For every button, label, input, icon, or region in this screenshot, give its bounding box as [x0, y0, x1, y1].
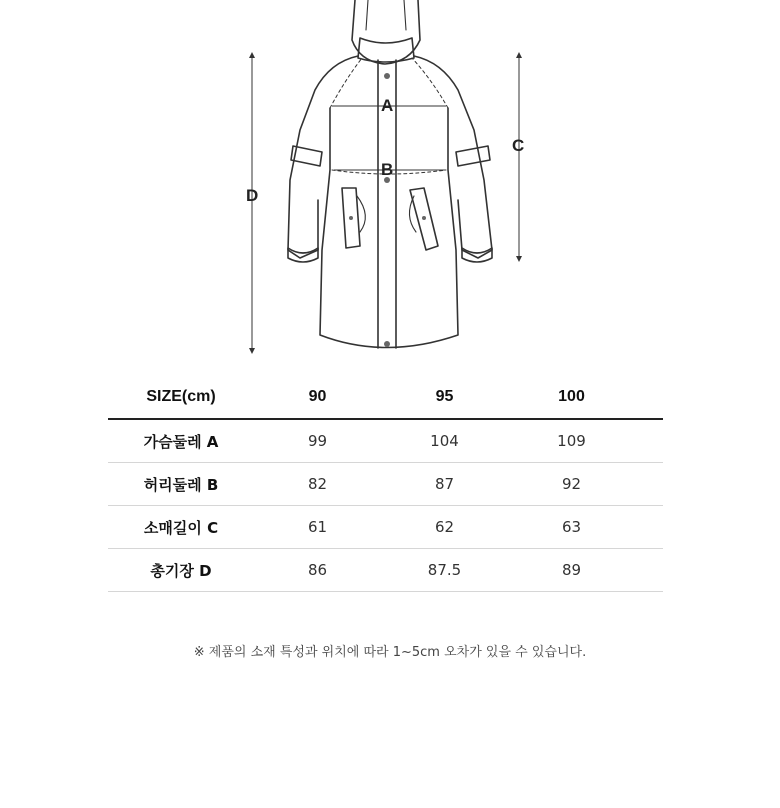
size-table — [108, 376, 663, 592]
header-size: SIZE(cm) — [108, 376, 254, 419]
table-cell: 62 — [381, 506, 508, 549]
dimension-a-label: A — [381, 96, 394, 115]
table-cell: 61 — [254, 506, 381, 549]
table-spacer — [635, 463, 663, 506]
table-cell: 89 — [508, 549, 635, 592]
coat-illustration — [0, 0, 780, 360]
header-size-100: 100 — [508, 376, 635, 419]
table-cell: 109 — [508, 419, 635, 463]
row-label: 가슴둘레 A — [108, 419, 254, 463]
table-cell: 99 — [254, 419, 381, 463]
table-cell: 63 — [508, 506, 635, 549]
row-label: 허리둘레 B — [108, 463, 254, 506]
table-spacer — [635, 506, 663, 549]
size-disclaimer-note: ※ 제품의 소재 특성과 위치에 따라 1~5cm 오차가 있을 수 있습니다. — [193, 645, 587, 660]
table-cell: 86 — [254, 549, 381, 592]
dimension-c-label: C — [512, 136, 525, 155]
header-size-90: 90 — [254, 376, 381, 419]
table-cell: 92 — [508, 463, 635, 506]
header-spacer — [635, 376, 663, 419]
table-spacer — [635, 549, 663, 592]
coat-measurement-diagram — [0, 0, 780, 360]
table-row — [108, 419, 663, 463]
table-cell: 87 — [381, 463, 508, 506]
table-spacer — [635, 419, 663, 463]
dimension-b-label: B — [381, 160, 394, 179]
table-header-row — [108, 376, 663, 419]
table-cell: 87.5 — [381, 549, 508, 592]
table-row — [108, 549, 663, 592]
table-cell: 104 — [381, 419, 508, 463]
dimension-d-label: D — [246, 186, 259, 205]
row-label: 총기장 D — [108, 549, 254, 592]
table-cell: 82 — [254, 463, 381, 506]
table-row — [108, 506, 663, 549]
header-size-95: 95 — [381, 376, 508, 419]
table-row — [108, 463, 663, 506]
row-label: 소매길이 C — [108, 506, 254, 549]
